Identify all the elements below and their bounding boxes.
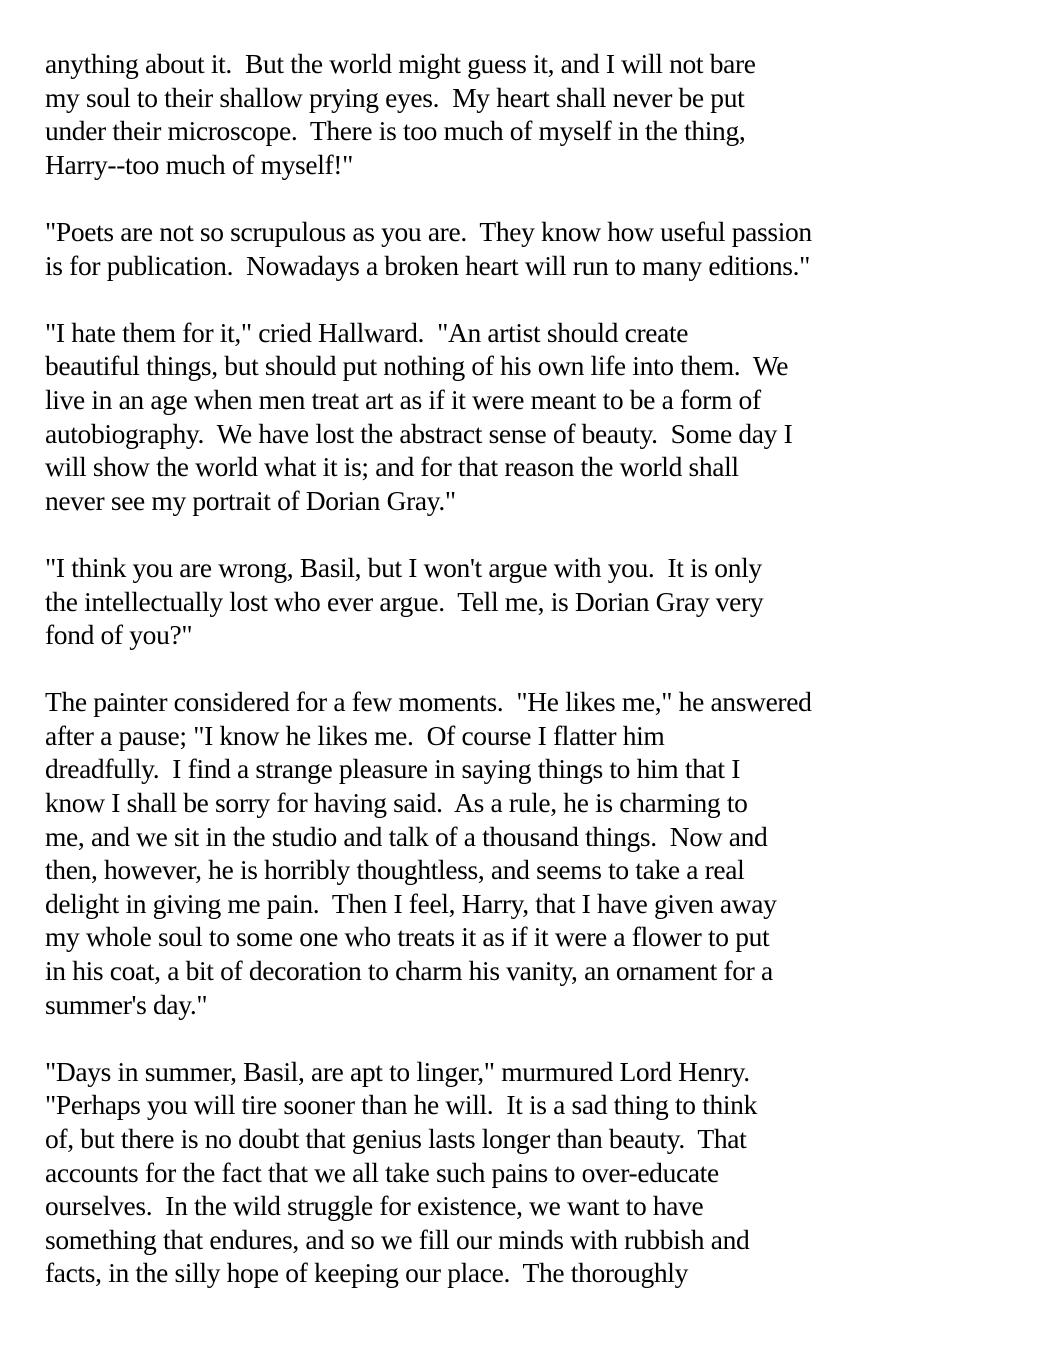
text-line: after a pause; "I know he likes me. Of course I flatter him bbox=[45, 719, 665, 751]
text-line: me, and we sit in the studio and talk of a thousand things. Now and bbox=[45, 820, 768, 852]
text-line: dreadfully. I find a strange pleasure in saying things to him that I bbox=[45, 753, 740, 785]
text-line: anything about it. But the world might guess it, and I will not bare bbox=[45, 48, 756, 79]
text-line: under their microscope. There is too much of myself in the thing, bbox=[45, 115, 746, 147]
text-line: Harry--too much of myself!" bbox=[45, 148, 353, 180]
paragraph bbox=[45, 1055, 1005, 1290]
text-line: summer's day." bbox=[45, 988, 208, 1020]
text-line: of, but there is no doubt that genius lasts longer than beauty. That bbox=[45, 1123, 747, 1154]
text-line: live in an age when men treat art as if it were meant to be a form of bbox=[45, 383, 761, 415]
text-line: is for publication. Nowadays a broken heart will run to many editions." bbox=[45, 249, 811, 281]
text-line: "Poets are not so scrupulous as you are. They know how useful passion bbox=[45, 215, 812, 247]
text-line: facts, in the silly hope of keeping our place. The thoroughly bbox=[45, 1257, 688, 1289]
text-line: my soul to their shallow prying eyes. My heart shall never be put bbox=[45, 81, 745, 113]
text-line: never see my portrait of Dorian Gray." bbox=[45, 484, 456, 516]
body-text bbox=[45, 47, 1005, 1290]
text-line: "I hate them for it," cried Hallward. "An artist should create bbox=[45, 316, 689, 348]
text-line: "Perhaps you will tire sooner than he will. It is a sad thing to think bbox=[45, 1089, 757, 1121]
paragraph bbox=[45, 685, 1005, 1021]
text-line: my whole soul to some one who treats it as if it were a flower to put bbox=[45, 921, 770, 953]
paragraph bbox=[45, 316, 1005, 518]
paragraph bbox=[45, 47, 1005, 181]
text-line: autobiography. We have lost the abstract sense of beauty. Some day I bbox=[45, 417, 793, 449]
text-line: ourselves. In the wild struggle for existence, we want to have bbox=[45, 1190, 704, 1222]
paragraph bbox=[45, 215, 1005, 282]
text-line: beautiful things, but should put nothing of his own life into them. We bbox=[45, 350, 789, 382]
text-line: then, however, he is horribly thoughtless, and seems to take a real bbox=[45, 854, 745, 886]
text-line: The painter considered for a few moments. "He likes me," he answered bbox=[45, 686, 812, 718]
text-line: something that endures, and so we fill our minds with rubbish and bbox=[45, 1223, 750, 1255]
text-line: "I think you are wrong, Basil, but I won't argue with you. It is only bbox=[45, 551, 762, 583]
text-line: accounts for the fact that we all take such pains to over-educate bbox=[45, 1156, 719, 1188]
text-line: know I shall be sorry for having said. As a rule, he is charming to bbox=[45, 787, 748, 819]
paragraph bbox=[45, 551, 1005, 652]
text-line: will show the world what it is; and for that reason the world shall bbox=[45, 451, 739, 483]
text-line: "Days in summer, Basil, are apt to linger," murmured Lord Henry. bbox=[45, 1055, 750, 1087]
text-line: in his coat, a bit of decoration to charm his vanity, an ornament for a bbox=[45, 955, 773, 987]
text-line: delight in giving me pain. Then I feel, Harry, that I have given away bbox=[45, 887, 777, 919]
text-line: the intellectually lost who ever argue. Tell me, is Dorian Gray very bbox=[45, 585, 764, 617]
text-line: fond of you?" bbox=[45, 619, 193, 651]
